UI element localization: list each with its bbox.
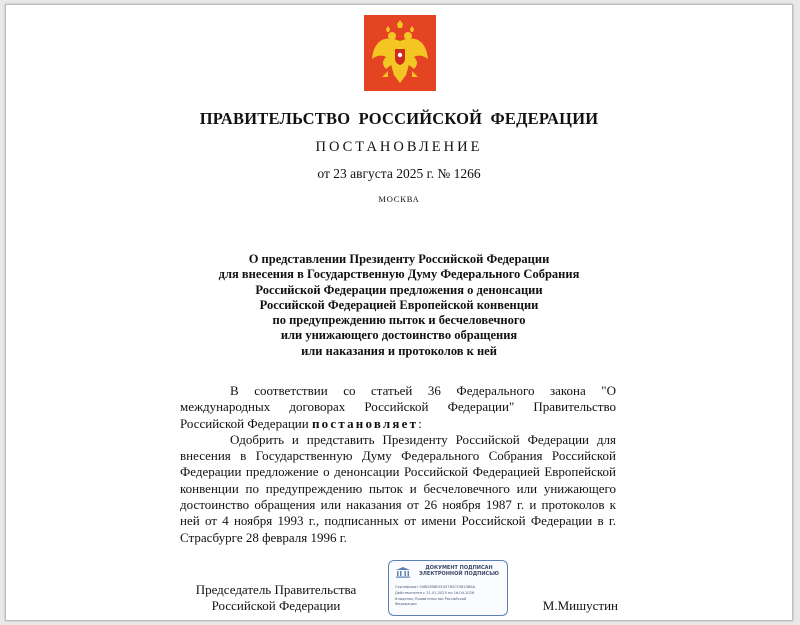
document-subject	[6, 252, 792, 359]
subject-line: Российской Федерации предложения о денонсации	[255, 282, 543, 297]
preamble-paragraph	[180, 383, 616, 432]
subject-line: О представлении Президенту Российской Федерации	[248, 252, 550, 266]
document-type: ПОСТАНОВЛЕНИЕ	[315, 139, 483, 155]
russian-coat-of-arms-icon	[364, 15, 436, 91]
document-body	[180, 383, 616, 546]
stamp-title	[415, 565, 503, 577]
stamp-certificate: Сертификат 008D5B6F0E45785CF0823B6A	[395, 585, 476, 589]
chairman-title	[190, 582, 362, 614]
subject-line: Российской Федерацией Европейской конвенции	[259, 297, 539, 312]
subject-line: по предупреждению пыток и бесчеловечного	[272, 313, 526, 328]
building-icon	[395, 566, 411, 578]
stamp-owner-cont: Федерации	[395, 602, 417, 606]
signer-name: М.Мишустин	[542, 598, 618, 613]
subject-line: для внесения в Государственную Думу Федерального Собрания	[218, 267, 580, 282]
stamp-validity: Действителен с 21.01.2025 по 16.04.2026	[395, 591, 475, 595]
chairman-title-line: Российской Федерации	[211, 598, 341, 613]
date-and-number: от 23 августа 2025 г. № 1266	[317, 166, 481, 181]
stamp-title-line: ЭЛЕКТРОННОЙ ПОДПИСЬЮ	[419, 571, 499, 577]
subject-line: или наказания и протоколов к ней	[301, 343, 497, 358]
resolution-paragraph: Одобрить и представить Президенту Российской Федерации для внесения в Государственную Думу Федерального Собрания Российской Федерации предложение о денонсации Российской Федерацией Европейской конвенции по предупреждению пыток и бесчеловечного или унижающего достоинство обращения или наказания от 26 ноября 1987 г. и протоколов к ней от 4 ноября 1993 г., подписанных от имени Российской Федерации в г. Страсбурге 28 февраля 1996 г.	[180, 431, 616, 545]
preamble-text: В соответствии со статьей 36 Федерального закона "О международных договорах Российской Федерации" Правительство Российской Федерации	[180, 383, 616, 431]
preamble-colon: :	[418, 415, 422, 431]
resolves-word: постановляет	[311, 415, 419, 431]
government-title: ПРАВИТЕЛЬСТВО РОССИЙСКОЙ ФЕДЕРАЦИИ	[199, 109, 599, 128]
document-page	[5, 4, 793, 621]
stamp-owner: Владелец Правительство Российской	[395, 597, 467, 601]
city: МОСКВА	[378, 194, 420, 204]
stamp-title-line: ДОКУМЕНТ ПОДПИСАН	[425, 565, 493, 571]
electronic-signature-stamp	[388, 560, 508, 616]
chairman-title-line: Председатель Правительства	[195, 582, 357, 597]
subject-line: или унижающего достоинство обращения	[280, 328, 518, 343]
